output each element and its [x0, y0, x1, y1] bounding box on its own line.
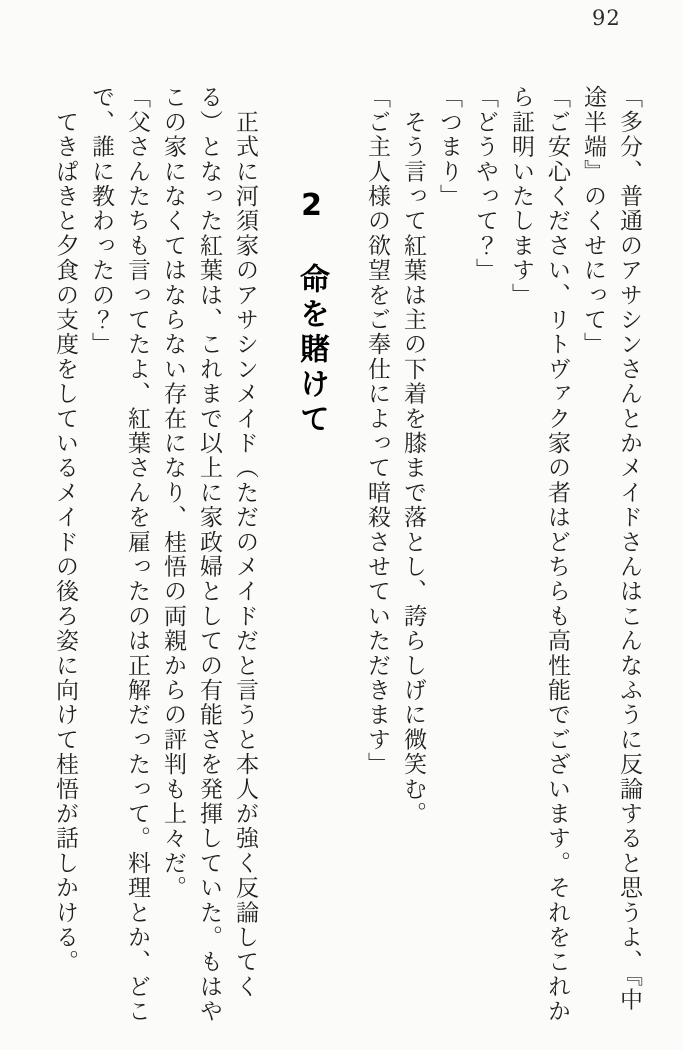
text-line: 「つまり」 [436, 85, 462, 209]
text-line: そう言って紅葉は主の下着を膝まで落とし、誇らしげに微笑む。 [400, 85, 426, 826]
text-line: この家になくてはならない存在になり、桂悟の両親からの評判も上々だ。 [160, 85, 186, 901]
text-line: で、誰に教わったの？」 [88, 85, 114, 357]
text-line: てきぱきと夕食の支度をしているメイドの後ろ姿に向けて桂悟が話しかける。 [52, 85, 78, 975]
text-line: ら証明いたします」 [508, 85, 534, 308]
chapter-heading: 2 命を賭けて [294, 188, 329, 438]
text-line: 「ご安心ください、リトヴァク家の者はどちらも高性能でございます。それをこれか [544, 85, 570, 1024]
text-line: 「ご主人様の欲望をご奉仕によって暗殺させていただきます」 [364, 85, 390, 777]
text-block [47, 85, 647, 1033]
text-line: 「多分、普通のアサシンさんとかメイドさんはこんなふうに反論すると思うよ、『中 [616, 85, 642, 1013]
text-line: 正式に河須家のアサシンメイド（ただのメイドだと言うと本人が強く反論してく [232, 85, 258, 999]
text-line: 「父さんたちも言ってたよ、紅葉さんを雇ったのは正解だったって。料理とか、どこ [124, 85, 150, 1024]
text-line: 「どうやって？」 [472, 85, 498, 283]
text-line: る）となった紅葉は、これまで以上に家政婦としての有能さを発揮していた。もはや [196, 85, 222, 1024]
text-line: 途半端』のくせにって」 [580, 85, 606, 357]
page-number: 92 [592, 6, 621, 30]
